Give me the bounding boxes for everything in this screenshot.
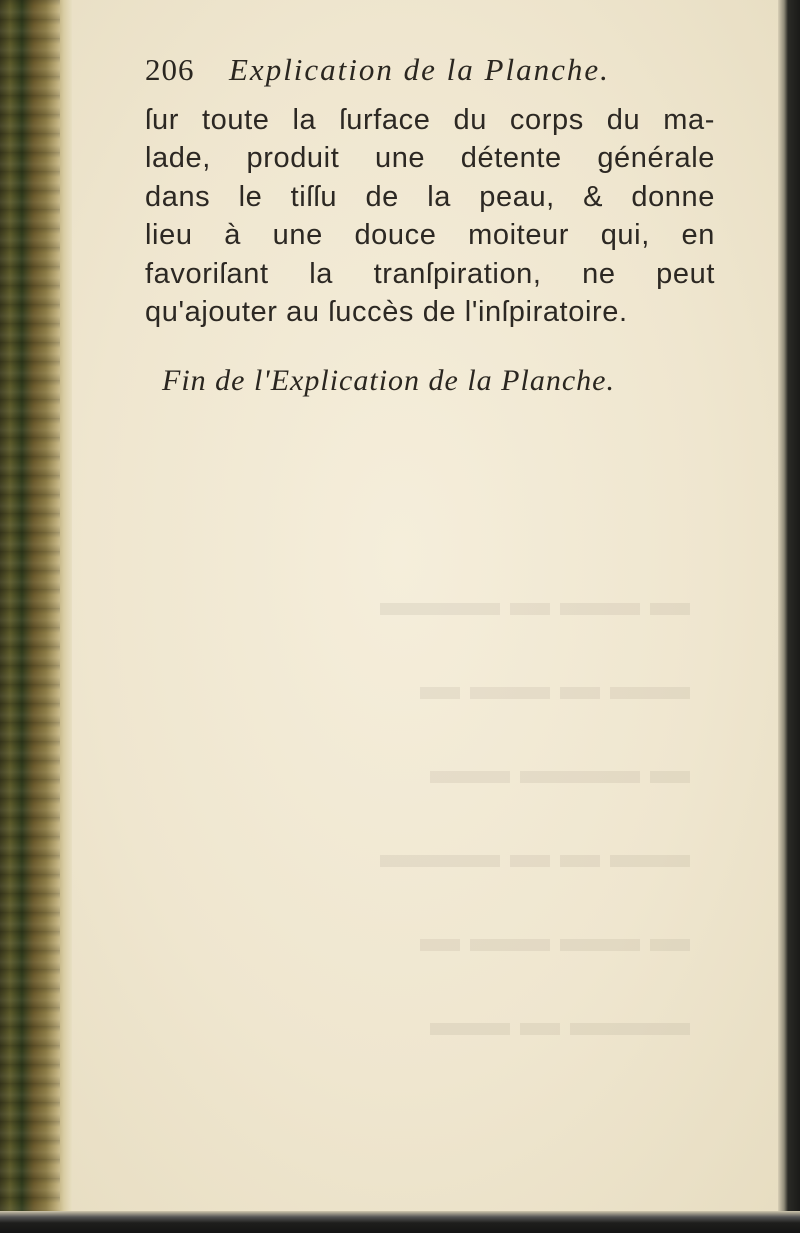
show-through-texture: ▬ ▬▬ ▬ ▬▬▬ ▬▬ ▬ ▬▬ ▬ ▬ ▬▬▬ ▬▬ ▬▬ ▬ ▬ ▬▬▬ ▬ ▬▬ ▬▬ ▬ ▬▬▬ ▬ ▬▬ xyxy=(380,579,690,1044)
text-line: dans le tiſſu de la peau, & donne xyxy=(145,180,715,213)
page-edge-bottom xyxy=(0,1211,800,1233)
text-line: lieu à une douce moiteur qui, en xyxy=(145,219,715,252)
page-header xyxy=(145,52,765,92)
closing-line: Fin de l'Explication de la Planche. xyxy=(162,364,615,397)
text-line: lade, produit une détente générale xyxy=(145,142,715,175)
running-title: Explication de la Planche. xyxy=(229,52,610,87)
page-number: 206 xyxy=(145,52,195,87)
body-paragraph xyxy=(145,101,715,331)
text-line: ſur toute la ſurface du corps du ma- xyxy=(145,104,715,136)
text-line: favoriſant la tranſpiration, ne peut xyxy=(145,257,715,290)
text-line: qu'ajouter au ſuccès de l'inſpiratoire. xyxy=(145,295,628,328)
page-edge-right xyxy=(778,0,800,1233)
binding-gutter xyxy=(0,0,72,1233)
